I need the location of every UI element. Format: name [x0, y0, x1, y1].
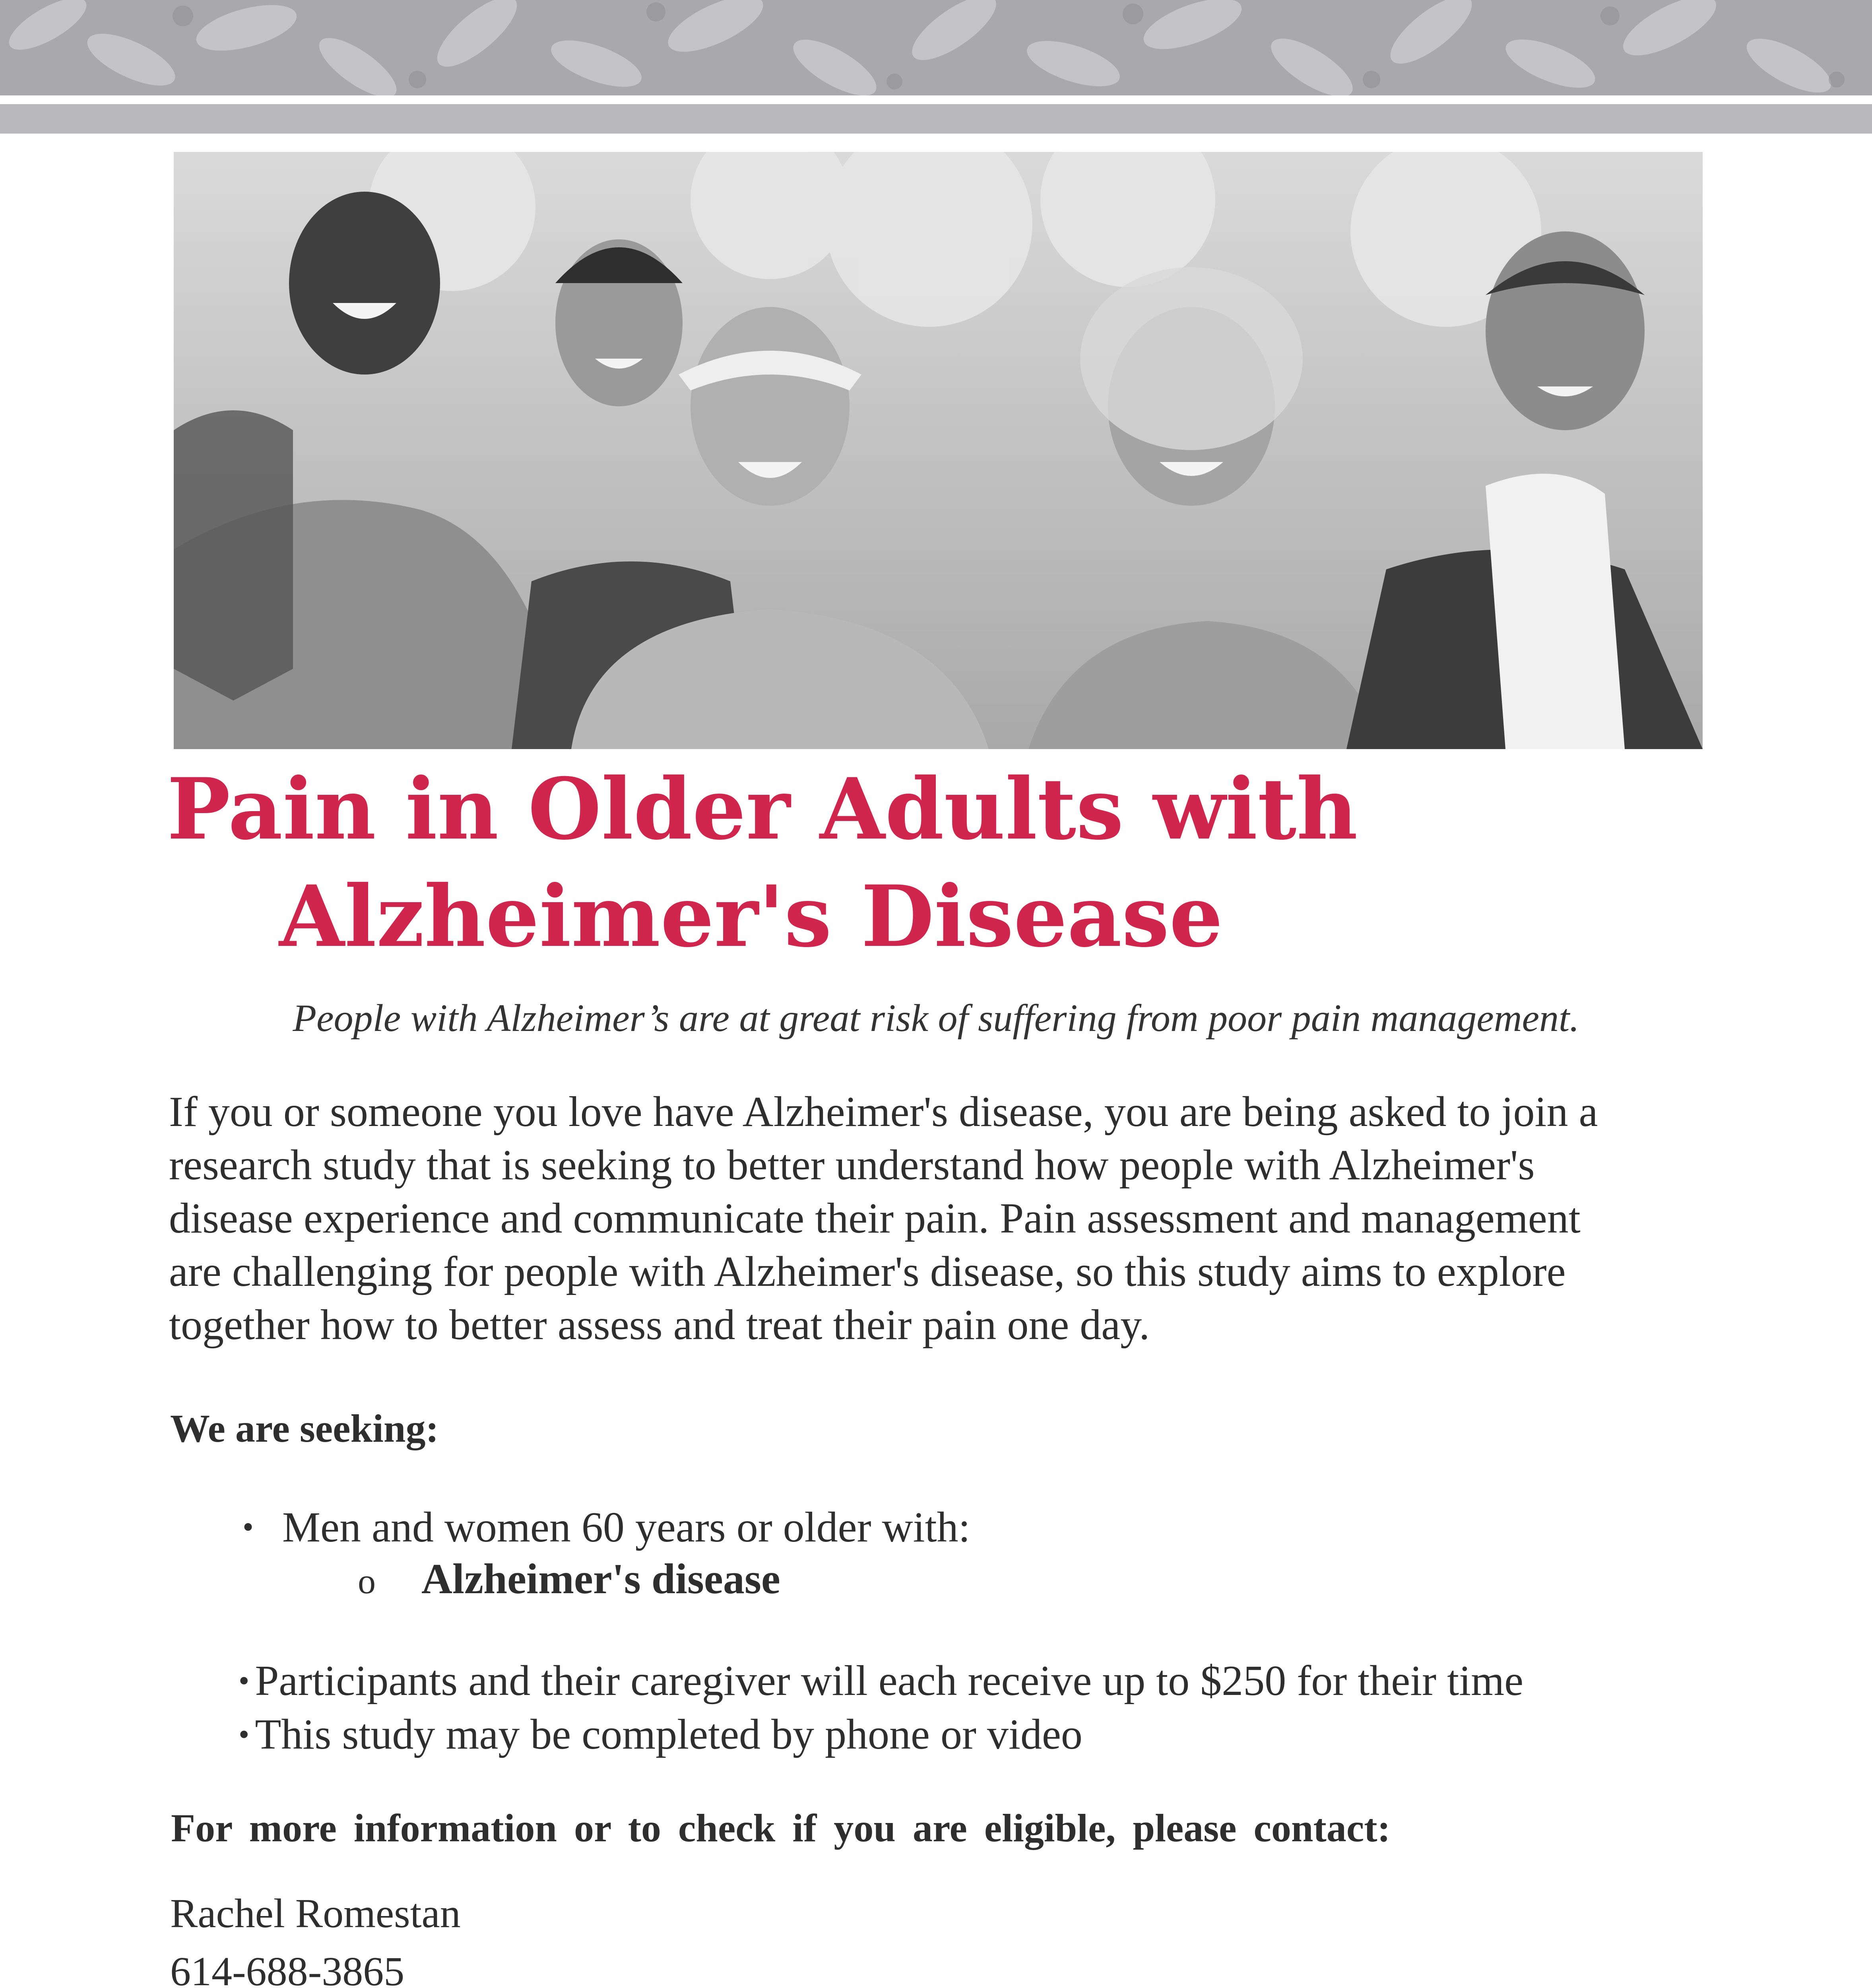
eligibility-sub-text: Alzheimer's disease [421, 1555, 780, 1603]
header-stripe [0, 104, 1872, 134]
floral-banner [0, 0, 1872, 95]
bullet-icon: • [239, 1663, 250, 1698]
contact-info [170, 1885, 518, 1988]
subtitle: People with Alzheimer’s are at great risk of suffering from poor pain management. [293, 997, 1579, 1040]
intro-paragraph [169, 1085, 1719, 1352]
list-item [239, 1708, 1523, 1761]
intro-line: disease experience and communicate their pain. Pain assessment and management [169, 1195, 1581, 1242]
intro-line: are challenging for people with Alzheimer's disease, so this study aims to explore [169, 1248, 1566, 1295]
page-title [167, 755, 1717, 970]
contact-phone[interactable]: 614-688-3865 [170, 1949, 405, 1988]
title-line-2: Alzheimer's Disease [279, 867, 1223, 966]
list-item [239, 1654, 1523, 1708]
perks-list [239, 1654, 1523, 1761]
contact-heading: For more information or to check if you are eligible, please contact: [171, 1806, 1391, 1850]
bullet-icon: • [242, 1510, 254, 1545]
eligibility-item [242, 1503, 970, 1552]
seeking-heading: We are seeking: [170, 1406, 439, 1450]
title-line-1: Pain in Older Adults with [167, 759, 1358, 858]
floral-pattern-icon [0, 0, 1872, 95]
contact-name: Rachel Romestan [170, 1891, 461, 1936]
bullet-icon: • [239, 1717, 250, 1751]
intro-line: together how to better assess and treat their pain one day. [169, 1301, 1150, 1349]
hero-photo [174, 152, 1703, 749]
intro-line: research study that is seeking to better understand how people with Alzheimer's [169, 1142, 1535, 1189]
perk-text: Participants and their caregiver will each receive up to $250 for their time [255, 1657, 1524, 1705]
eligibility-text: Men and women 60 years or older with: [282, 1504, 970, 1551]
sub-bullet-icon: o [358, 1562, 376, 1601]
eligibility-sub-item [358, 1555, 780, 1604]
perk-text: This study may be completed by phone or video [255, 1711, 1082, 1758]
intro-line: If you or someone you love have Alzheimer's disease, you are being asked to join a [169, 1088, 1598, 1136]
group-photo-icon [174, 152, 1703, 749]
